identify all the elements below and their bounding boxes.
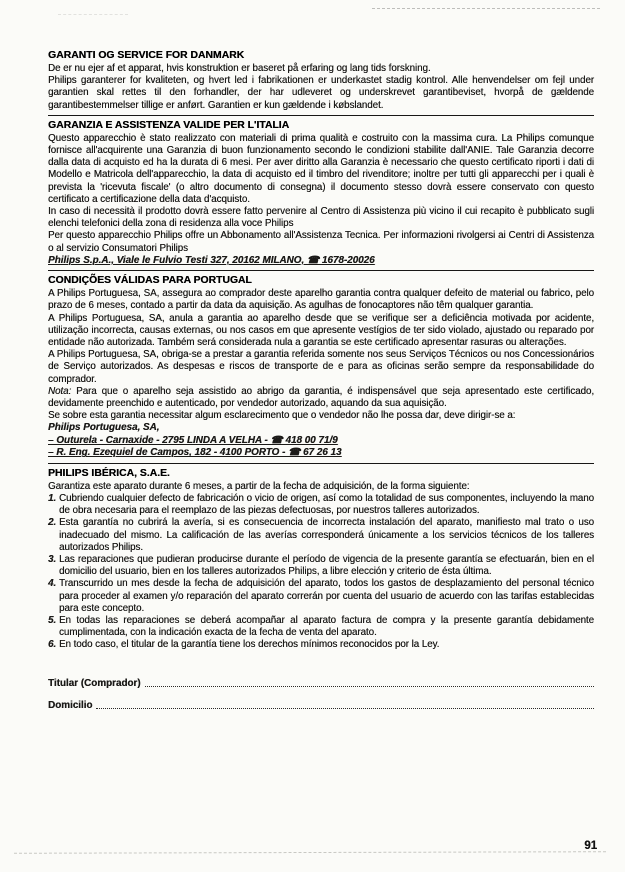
section-danmark [48,50,594,112]
nota-text: Para que o aparelho seja assistido ao abrigo da garantia, é indispensável que seja apresentado este certificado, devidamente preenchido e autenticado, por vendedor autorizado, aquando da sua aquisição. [48,385,594,410]
italia-heading: GARANZIA E ASSISTENZA VALIDE PER L'ITALIA [48,119,290,131]
iberica-numbered-list [48,493,594,652]
scan-artifact-top [372,8,600,9]
document-page [48,50,594,718]
list-item [48,554,594,578]
list-item-number: 5. [48,614,57,626]
section-divider [48,270,594,271]
domicilio-field [48,696,594,711]
list-item-text: En todo caso, el titular de la garantía tiene los derechos mínimos reconocidos por la Ley. [59,639,440,651]
list-item-number: 2. [48,517,57,529]
portugal-paragraph-5: Se sobre esta garantia necessitar algum esclarecimento que o vendedor não lhe possa dar, deve dirigir-se a: [48,410,516,422]
list-item-number: 3. [48,553,57,565]
iberica-heading: PHILIPS IBÉRICA, S.A.E. [48,467,170,479]
portugal-heading: CONDIÇÕES VÁLIDAS PARA PORTUGAL [48,275,252,287]
titular-label: Titular (Comprador) [48,677,141,689]
nota-label: Nota: [48,385,72,397]
portugal-paragraph-1: A Philips Portuguesa, SA, assegura ao comprador deste aparelho garantia contra qualquer defeito de material ou fabrico, pelo prazo de 6 meses, contado a partir da data da aquisição. As agulhas de fonocaptores não têm qualquer garantia. [48,288,594,312]
page-number: 91 [584,840,597,852]
section-divider [48,115,594,116]
section-iberica [48,468,594,652]
portugal-paragraph-2: A Philips Portuguesa, SA, anula a garantia ao aparelho desde que se verifique ser a deficiência motivada por acidente, utilização incorrecta, causas externas, ou nos casos em que apresente vestígios de ter sido violado, ajustado ou reparado por entidade não autorizada. Também será considerada nula a garantia se este certificado apresentar rasuras ou alterações. [48,312,594,349]
list-item-number: 1. [48,492,57,504]
list-item [48,493,594,517]
scan-artifact-top-left [58,14,128,15]
portugal-address-line-1: Philips Portuguesa, SA, [48,422,160,434]
owner-form [48,674,594,711]
italia-paragraph-2: In caso di necessità il prodotto dovrà essere fatto pervenire al Centro di Assistenza più vicino il cui recapito è pubblicato sugli elenchi telefonici della zona di residenza alla voce Philips [48,206,594,230]
list-item [48,578,594,615]
portugal-paragraph-3: A Philips Portuguesa, SA, obriga-se a prestar a garantia referida somente nos seus Serviços Técnicos ou nos Concessionários de Serviço autorizados. As despesas e riscos de transporte de e para as oficinas serão sempre da responsabilidade do comprador. [48,349,594,385]
danmark-paragraph-1: De er nu ejer af et apparat, hvis konstruktion er baseret på erfaring og lang tids forskning. [48,63,431,74]
section-italia [48,120,594,267]
list-item-text: Las reparaciones que pudieran producirse durante el período de vigencia de la presente garantía se efectuarán, bien en el domicilio del usuario, bien en los talleres autorizados Philips, a libre elección y criterio de ésta última. [59,553,594,578]
list-item-text: Cubriendo cualquier defecto de fabricación o vicio de origen, así como la totalidad de sus componentes, incluyendo la mano de obra necesaria para el reemplazo de las piezas defectuosas, por nuestros talleres autorizados. [59,492,594,517]
scan-artifact-bottom [14,851,606,854]
domicilio-label: Domicilio [48,699,93,711]
list-item-text: En todas las reparaciones se deberá acompañar al aparato factura de compra y la presente garantía debidamente cumplimentada, con la indicación exacta de la fecha de venta del aparato. [59,614,594,639]
list-item [48,639,594,651]
section-divider [48,463,594,464]
danmark-heading: GARANTI OG SERVICE FOR DANMARK [48,50,245,61]
list-item-text: Esta garantía no cubrirá la avería, si es consecuencia de incorrecta instalación del aparato, manifiesto mal trato o uso inadecuado del mismo. La calificación de las averías corresponderá únicamente a los servicios técnicos de los talleres autorizados Philips. [59,517,594,553]
domicilio-dotted-line [96,708,594,709]
list-item-text: Transcurrido un mes desde la fecha de adquisición del aparato, todos los gastos de desplazamiento del personal técnico para proceder al examen y/o reparación del aparato correrán por cuenta del usuario de acuerdo con las tarifas establecidas para este concepto. [59,578,594,614]
list-item-number: 4. [48,578,57,590]
portugal-address-line-2: – Outurela - Carnaxide - 2795 LINDA A VELHA - ☎ 418 00 71/9 [48,434,338,446]
list-item [48,615,594,639]
list-item [48,517,594,554]
italia-paragraph-3: Per questo apparecchio Philips offre un Abbonamento all'Assistenza Tecnica. Per informazioni rivolgersi ai Centri di Assistenza o al servizio Consumatori Philips [48,230,594,254]
iberica-intro: Garantiza este aparato durante 6 meses, a partir de la fecha de adquisición, de la forma siguiente: [48,480,470,492]
portugal-nota-paragraph [48,386,594,410]
section-portugal [48,275,594,459]
italia-paragraph-1: Questo apparecchio è stato realizzato con materiali di prima qualità e costruito con la massima cura. La Philips comunque fornisce all'acquirente una Garanzia di buon funzionamento secondo le condizioni stabilite dall'ANIE. Tale Garanzia decorre dalla data di acquisto ed ha la durata di 6 mesi. Per aver diritto alla Garanzia è necessario che questo certificato riporti i dati di Modello e Matricola dell'apparecchio, la data di acquisto ed il timbro del rivenditore; inoltre per tutti gli apparecchi per i quali è prevista la 'ricevuta fiscale' (o altro documento di consegna) il documento stesso dovrà essere conservato con questo certificato a certificazione della data d'acquisto. [48,132,594,205]
list-item-number: 6. [48,639,57,651]
italia-address-line: Philips S.p.A., Viale le Fulvio Testi 327, 20162 MILANO, ☎ 1678-20026 [48,254,375,266]
portugal-address-line-3: – R. Eng. Ezequiel de Campos, 182 - 4100 PORTO - ☎ 67 26 13 [48,447,342,459]
titular-field [48,674,594,689]
danmark-paragraph-2: Philips garanterer for kvaliteten, og hvert led i fabrikationen er underkastet stadig kontrol. Alle henvendelser om fejl under garantien skal rettes til den forhandler, der har udleveret og underskrevet garantibeviset, hvorpå de gældende garantibestemmelser tillige er anført. Garantien er kun gældende i købslandet. [48,75,594,111]
titular-dotted-line [145,686,594,687]
